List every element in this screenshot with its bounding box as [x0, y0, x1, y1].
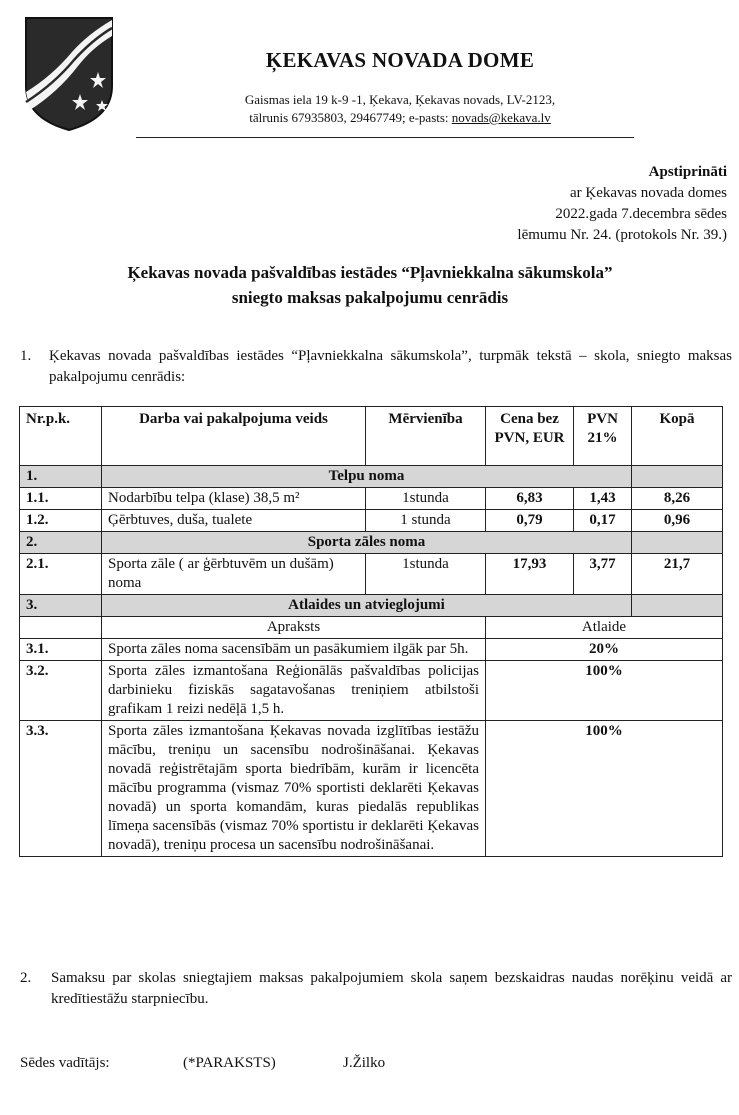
row-service: Ģērbtuves, duša, tualete: [102, 510, 366, 532]
row-description: Sporta zāles izmantošana Ķekavas novada izglītības iestāžu mācību, treniņu un sacensību nodrošināšanai. Ķekavas novadā reģistrētajām sporta biedrībām, kurām ir licencēta mācību programma (vismaz 70% sportisti deklarēti Ķekavas novadā) un sporta komandām, kuras piedalās republikas līmeņa sacensībās (vismaz 70% sportistu ir deklarēti Ķekavas novadā), treniņu procesa un sacensību nodrošināšanai.: [102, 721, 486, 857]
row-nr: 3.2.: [20, 661, 102, 721]
section-filler: [632, 595, 723, 617]
row-service: Nodarbību telpa (klase) 38,5 m²: [102, 488, 366, 510]
table-row: [20, 721, 723, 857]
section-nr: 3.: [20, 595, 102, 617]
approval-line: 2022.gada 7.decembra sēdes: [555, 206, 727, 222]
section-row: [20, 595, 723, 617]
row-nr: 3.3.: [20, 721, 102, 857]
row-total: 0,96: [632, 510, 723, 532]
header-nr: Nr.p.k.: [20, 407, 102, 466]
header-vat: PVN 21%: [574, 407, 632, 466]
sub-header-row: [20, 617, 723, 639]
approval-line: ar Ķekavas novada domes: [569, 185, 727, 201]
organization-address: [140, 91, 660, 127]
row-service: Sporta zāle ( ar ģērbtuvēm un dušām) noma: [102, 554, 366, 595]
row-total: 21,7: [632, 554, 723, 595]
row-unit: 1stunda: [366, 488, 486, 510]
table-row: [20, 554, 723, 595]
row-price: 0,79: [486, 510, 574, 532]
title-line: Ķekavas novada pašvaldības iestādes “Pļavniekkalna sākumskola”: [127, 263, 613, 282]
contact-line: [140, 109, 660, 127]
row-price: 6,83: [486, 488, 574, 510]
row-discount: 100%: [486, 721, 723, 857]
table-row: [20, 639, 723, 661]
row-nr: 3.1.: [20, 639, 102, 661]
approval-line: lēmumu Nr. 24. (protokols Nr. 39.): [517, 227, 727, 243]
table-row: [20, 661, 723, 721]
row-description: Sporta zāles izmantošana Reģionālās pašvaldības policijas darbinieku fiziskās sagatavošanas treniņiem atbilstoši grafikam 1 reizi nedēļā 1,5 h.: [102, 661, 486, 721]
row-unit: 1 stunda: [366, 510, 486, 532]
row-nr: 1.2.: [20, 510, 102, 532]
price-table: [19, 406, 723, 857]
coat-of-arms-icon: [22, 14, 116, 134]
header-price: Cena bez PVN, EUR: [486, 407, 574, 466]
row-nr: 1.1.: [20, 488, 102, 510]
email-link[interactable]: novads@kekava.lv: [451, 110, 551, 125]
section-title: Sporta zāles noma: [102, 532, 632, 554]
section-filler: [632, 532, 723, 554]
row-nr: 2.1.: [20, 554, 102, 595]
phone-text: tālrunis 67935803, 29467749; e-pasts:: [249, 110, 452, 125]
signature-placeholder: (*PARAKSTS): [183, 1055, 276, 1071]
section-title: Atlaides un atvieglojumi: [102, 595, 632, 617]
approval-heading: Apstiprināti: [648, 164, 727, 180]
sub-header-description: Apraksts: [102, 617, 486, 639]
paragraph-2: [20, 968, 732, 1010]
row-discount: 100%: [486, 661, 723, 721]
section-nr: 2.: [20, 532, 102, 554]
section-row: [20, 466, 723, 488]
table-row: [20, 488, 723, 510]
approval-block: [517, 162, 727, 246]
header-divider: [136, 137, 634, 138]
paragraph-text: Ķekavas novada pašvaldības iestādes “Pļavniekkalna sākumskola”, turpmāk tekstā – skola, sniegto maksas pakalpojumu cenrādis:: [49, 348, 732, 385]
row-vat: 3,77: [574, 554, 632, 595]
row-price: 17,93: [486, 554, 574, 595]
signature-name: J.Žilko: [343, 1055, 386, 1071]
sub-header-discount: Atlaide: [486, 617, 723, 639]
document-title: [30, 260, 710, 310]
paragraph-number: 2.: [20, 970, 32, 986]
title-line: sniegto maksas pakalpojumu cenrādis: [231, 288, 509, 307]
address-line: Gaismas iela 19 k-9 -1, Ķekava, Ķekavas novads, LV-2123,: [244, 92, 556, 107]
paragraph-1: [20, 346, 732, 388]
row-total: 8,26: [632, 488, 723, 510]
row-unit: 1stunda: [366, 554, 486, 595]
row-vat: 1,43: [574, 488, 632, 510]
row-vat: 0,17: [574, 510, 632, 532]
organization-name: ĶEKAVAS NOVADA DOME: [265, 48, 535, 72]
row-description: Sporta zāles noma sacensībām un pasākumiem ilgāk par 5h.: [102, 639, 486, 661]
table-header-row: [20, 407, 723, 466]
header-service-type: Darba vai pakalpojuma veids: [102, 407, 366, 466]
sub-header-blank: [20, 617, 102, 639]
section-nr: 1.: [20, 466, 102, 488]
paragraph-number: 1.: [20, 348, 32, 364]
section-title: Telpu noma: [102, 466, 632, 488]
header-unit: Mērvienība: [366, 407, 486, 466]
paragraph-text: Samaksu par skolas sniegtajiem maksas pakalpojumiem skola saņem bezskaidras naudas norēķinu veidā ar kredītiestāžu starpniecību.: [51, 970, 732, 1007]
section-filler: [632, 466, 723, 488]
section-row: [20, 532, 723, 554]
row-discount: 20%: [486, 639, 723, 661]
signature-role: Sēdes vadītājs:: [20, 1055, 110, 1071]
header-total: Kopā: [632, 407, 723, 466]
table-row: [20, 510, 723, 532]
